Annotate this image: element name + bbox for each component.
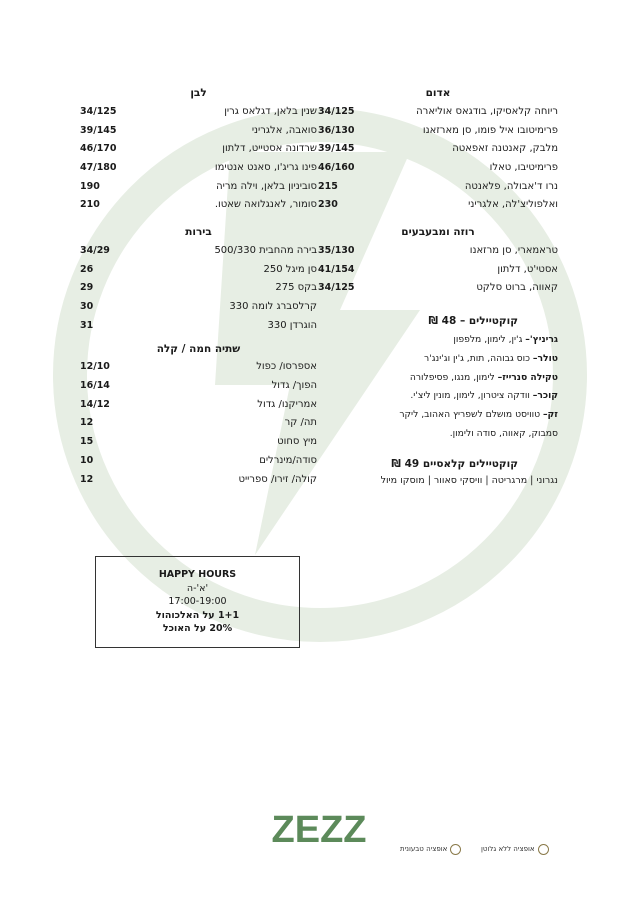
item-price: 34/125 [318, 105, 355, 117]
item-name: בקס 275 [275, 282, 317, 294]
item-price: 30 [80, 301, 94, 313]
menu-row-red [318, 158, 558, 177]
logo-text: ZEZZ [271, 809, 367, 851]
item-price: 47/180 [80, 161, 117, 173]
menu-row-drink [80, 358, 317, 377]
item-price: 34/125 [318, 282, 355, 294]
item-price: 46/160 [318, 161, 355, 173]
section-title-cocktails: קוקטיילים – 48 ₪ [428, 315, 518, 328]
menu-row-drink [80, 432, 317, 451]
item-price: 35/130 [318, 244, 355, 256]
item-name: נרו ד'אבולה, פלאנטה [464, 180, 558, 192]
menu-row-rose [318, 241, 558, 260]
happy-hours-deal-alcohol: 1+1 על האלכוהול [155, 609, 240, 621]
menu-row-white [80, 195, 317, 214]
item-name: אמריקנו/ גדול [257, 398, 317, 410]
cocktail-item [318, 350, 558, 369]
section-title-red: אדום [425, 87, 451, 99]
footer-vegan [400, 841, 461, 857]
gluten-free-option-text: אופציה ללא גלוטן [481, 845, 535, 853]
item-name: פרימיטיבו, טאלו [489, 161, 558, 173]
item-name: סוביניון בלאן, וילה מריה [216, 180, 317, 192]
item-name: סואבה, אלגריני [251, 124, 317, 136]
cocktail-name: גריניץ'– [525, 334, 558, 346]
item-name: מיץ סחוט [277, 436, 317, 448]
right-column [318, 84, 558, 486]
menu-row-beer [80, 260, 317, 279]
menu-row-beer [80, 316, 317, 335]
item-price: 10 [80, 454, 94, 466]
item-price: 34/29 [80, 244, 110, 256]
menu-row-red [318, 102, 558, 121]
zezz-logo [271, 808, 367, 851]
menu-row-beer [80, 241, 317, 260]
menu-row-white [80, 158, 317, 177]
item-name: קולה/ זירו/ ספרייט [238, 473, 317, 485]
item-price: 230 [318, 199, 338, 211]
item-name: סן מיגל 250 [263, 263, 317, 275]
item-name: שנין בלאן, דגלאס גרין [224, 105, 317, 117]
vegan-option-text: אופציה טבעונית [400, 845, 448, 853]
leaf-icon [450, 844, 461, 855]
beer-list [80, 241, 317, 334]
cocktail-extra-line: סמבוק, קאווה, סודה ולימון. [449, 427, 558, 439]
menu-row-drink [80, 451, 317, 470]
item-price: 190 [80, 180, 100, 192]
item-price: 46/170 [80, 143, 117, 155]
cocktail-item [318, 331, 558, 350]
happy-hours-box [95, 556, 300, 648]
menu-row-white [80, 121, 317, 140]
item-name: בירה מהחבית 500/330 [214, 244, 317, 256]
menu-row-beer [80, 279, 317, 298]
item-price: 210 [80, 199, 100, 211]
item-price: 29 [80, 282, 94, 294]
red-wine-list [318, 102, 558, 214]
item-name: ריוחה קלאסיקו, בודגאס אוליארה [416, 105, 558, 117]
item-name: שרדונה אסטייט, דלתון [222, 143, 317, 155]
classic-cocktails-line: נגרוני | מרגריטה | וויסקי סאוור | מוסקו מיול [380, 475, 558, 487]
section-title-beers: בירות [185, 226, 212, 239]
menu-row-red [318, 121, 558, 140]
cocktail-item [318, 406, 558, 425]
item-name: קאווה, ברוט סלקט [476, 282, 558, 294]
item-price: 39/145 [318, 143, 355, 155]
cocktail-desc: וודקה ציטרון, לימון, מונין ליצ'י. [410, 390, 533, 402]
happy-hours-title: HAPPY HOURS [158, 569, 237, 580]
item-name: פרימיטובו איל פומו, סן מארזאנו [422, 124, 558, 136]
item-price: 34/125 [80, 105, 117, 117]
menu-row-drink [80, 376, 317, 395]
menu-row-drink [80, 395, 317, 414]
hot-drinks-list [80, 358, 317, 489]
item-price: 12 [80, 473, 94, 485]
item-name: הפוך/ גדול [271, 380, 317, 392]
item-name: פינו גריג'ו, סאנט אנטימו [214, 161, 317, 173]
menu-row-drink [80, 414, 317, 433]
cocktail-name: קוכר– [532, 390, 558, 402]
cocktail-name: זק– [542, 408, 558, 420]
section-title-rose: רוזה ומבעבעים [401, 226, 475, 239]
cocktail-name: טולר– [532, 352, 558, 364]
wheat-icon [538, 844, 549, 855]
item-price: 15 [80, 436, 94, 448]
happy-hours-time: 17:00-19:00 [168, 596, 227, 607]
cocktail-item [318, 387, 558, 406]
cocktail-name: טקילה סנרייז– [497, 371, 558, 383]
cocktail-item [318, 369, 558, 388]
item-name: קרלסברג לומה 330 [229, 301, 317, 313]
rose-wine-list [318, 241, 558, 297]
cocktail-list [318, 331, 558, 424]
item-price: 39/145 [80, 124, 117, 136]
section-title-hot-drinks: שתיה חמה / קלה [156, 342, 241, 355]
item-price: 26 [80, 263, 94, 275]
menu-row-drink [80, 470, 317, 489]
cocktail-desc: ג'ין, לימון, מלפפון [453, 334, 526, 346]
cocktail-desc: כוס גבוהה, תות, ג'ין וג'ינג'ר [424, 352, 533, 364]
menu-row-white [80, 177, 317, 196]
item-price: 14/12 [80, 398, 110, 410]
cocktail-desc: טוויסט מושלם לשפריץ האהוב, ליקר [399, 408, 543, 420]
item-name: אסטי'ט, דלתון [497, 263, 558, 275]
item-price: 16/14 [80, 380, 110, 392]
happy-hours-deal-food: 20% על האוכל [162, 623, 233, 634]
item-name: ואלפוליצ'לה, אלגריני [468, 199, 558, 211]
item-name: תה/ קר [284, 417, 317, 429]
footer-gluten-free [481, 841, 549, 857]
menu-row-red [318, 139, 558, 158]
section-title-classic-cocktails: קוקטיילים קלאסיים 49 ₪ [391, 458, 518, 471]
item-price: 12 [80, 417, 94, 429]
item-name: הוגרדן 330 [267, 319, 317, 331]
section-title-white: לבן [190, 87, 207, 99]
cocktail-desc: לימון, מנגו, פסיפלורה [409, 371, 498, 383]
item-name: סודה/מינרלים [259, 454, 317, 466]
menu-row-red [318, 177, 558, 196]
left-column [80, 84, 317, 488]
item-price: 31 [80, 319, 94, 331]
menu-row-red [318, 195, 558, 214]
item-name: טראמארי, סן מרזאנו [469, 244, 558, 256]
happy-hours-days: א'-ה' [186, 582, 209, 594]
item-price: 215 [318, 180, 338, 192]
item-price: 36/130 [318, 124, 355, 136]
menu-row-white [80, 102, 317, 121]
item-name: אספרסו/ כפול [256, 361, 317, 373]
item-price: 41/154 [318, 263, 355, 275]
menu-row-rose [318, 260, 558, 279]
menu-row-beer [80, 297, 317, 316]
menu-row-rose [318, 279, 558, 298]
white-wine-list [80, 102, 317, 214]
item-name: סומור, לאנגלואה שאטו. [214, 199, 317, 211]
menu-row-white [80, 139, 317, 158]
item-price: 12/10 [80, 361, 110, 373]
item-name: מלבק, קאנטנה זאפאטה [452, 143, 558, 155]
